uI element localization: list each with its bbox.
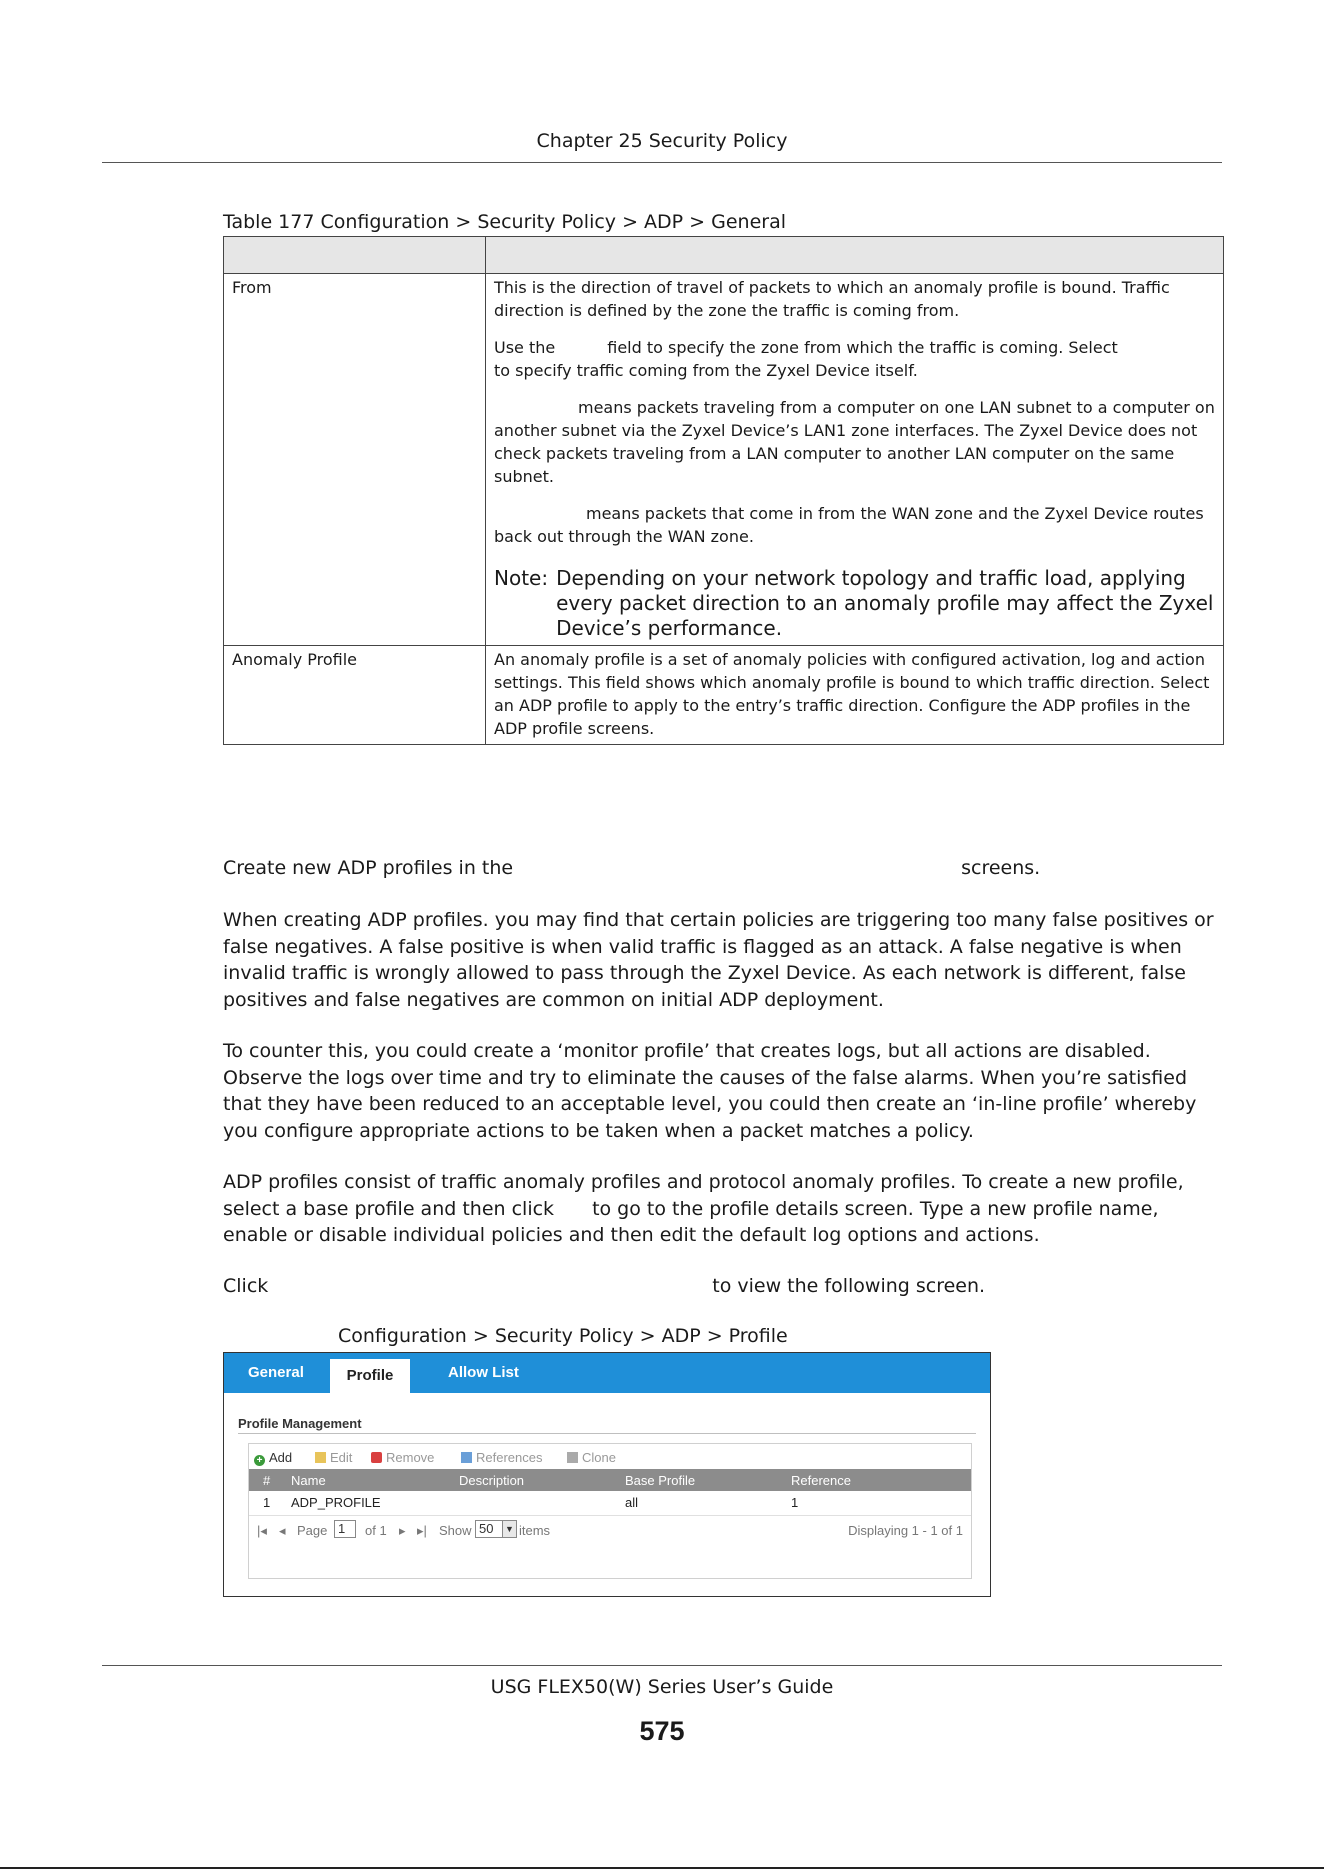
figure-caption: Configuration > Security Policy > ADP > Profile (338, 1325, 788, 1347)
first-page-icon[interactable]: |◂ (257, 1523, 267, 1538)
edit-label: Edit (330, 1450, 353, 1465)
chapter-header: Chapter 25 Security Policy (536, 130, 788, 152)
table-row (224, 646, 1224, 745)
page-bottom-rule (0, 1867, 1324, 1869)
clone-button[interactable] (567, 1450, 616, 1465)
header-rule (102, 162, 1222, 163)
from-paragraph-2 (494, 336, 1215, 382)
row-label-from: From (224, 274, 486, 646)
chevron-down-icon: ▼ (503, 1520, 517, 1538)
clone-label: Clone (582, 1450, 616, 1465)
tab-allow-list[interactable]: Allow List (448, 1364, 519, 1381)
row-number: 1 (263, 1495, 271, 1510)
next-page-icon[interactable]: ▸ (399, 1523, 406, 1538)
guide-title: USG FLEX50(W) Series User’s Guide (490, 1676, 834, 1698)
row-description-anomaly-profile: An anomaly profile is a set of anomaly policies with configured activation, log and action settings. This field shows which anomaly profile is bound to which traffic direction. Select an ADP profile to apply to the entry’s traffic direction. Configure the ADP profiles in the ADP profile screens. (486, 646, 1224, 745)
page-label: Page (297, 1523, 328, 1538)
footer-rule (102, 1665, 1222, 1666)
references-icon (461, 1452, 472, 1463)
grid-pager (249, 1515, 971, 1544)
of-pages-label: of 1 (365, 1523, 387, 1538)
remove-button[interactable] (371, 1450, 434, 1465)
header-cell-label (224, 237, 486, 274)
profile-grid (248, 1443, 972, 1579)
from-p2-part-c: to specify traffic coming from the Zyxel Device itself. (494, 361, 918, 380)
body-paragraph-3: To counter this, you could create a ‘monitor profile’ that creates logs, but all actions are disabled. Observe the logs over time and try to eliminate the causes of the false alarms. When you’re satisfied that they have been reduced to an acceptable level, you could then create an ‘in-line profile’ whereby you configure appropriate actions to be taken when a packet matches a policy. (223, 1040, 1197, 1142)
row-name: ADP_PROFILE (291, 1495, 381, 1510)
from-p3-text: means packets traveling from a computer on one LAN subnet to a computer on another subnet via the Zyxel Device’s LAN1 zone interfaces. The Zyxel Device does not check packets traveling from a LAN computer to another LAN computer on the same subnet. (494, 398, 1215, 486)
body-p4-part-b: to go to the profile details screen. Type a new profile name, enable or disable individual policies and then edit the default log options and actions. (223, 1197, 1159, 1246)
from-p2-part-b: field to specify the zone from which the traffic is coming. Select (607, 338, 1118, 357)
performance-note (494, 566, 1215, 641)
section-title: Profile Management (238, 1416, 362, 1431)
grid-toolbar (249, 1444, 971, 1469)
displaying-status: Displaying 1 - 1 of 1 (848, 1523, 963, 1538)
table-caption: Table 177 Configuration > Security Policy > ADP > General (223, 211, 787, 233)
page-size-select[interactable]: 50 ▼ (475, 1520, 517, 1538)
body-paragraph-5 (223, 1273, 1228, 1300)
column-name[interactable]: Name (291, 1473, 326, 1488)
last-page-icon[interactable]: ▸| (417, 1523, 427, 1538)
body-p5-part-a: Click (223, 1275, 269, 1297)
table-header-row (224, 237, 1224, 274)
table-row[interactable] (249, 1491, 971, 1515)
body-p1-part-b: screens. (961, 857, 1041, 879)
edit-button[interactable] (315, 1450, 352, 1465)
header-cell-description (486, 237, 1224, 274)
note-label: Note: (494, 566, 549, 590)
column-reference[interactable]: Reference (791, 1473, 851, 1488)
adp-profile-screenshot (223, 1352, 991, 1597)
column-base-profile[interactable]: Base Profile (625, 1473, 696, 1488)
from-paragraph-4 (494, 502, 1215, 548)
tab-bar (224, 1353, 990, 1393)
clone-icon (567, 1452, 578, 1463)
grid-header (249, 1469, 971, 1491)
column-number[interactable]: # (263, 1473, 271, 1488)
show-label: Show (439, 1523, 472, 1538)
section-divider (238, 1433, 976, 1434)
body-p4-part-a: ADP profiles consist of traffic anomaly profiles and protocol anomaly profiles. To create a new profile, select a base profile and then click (223, 1171, 1184, 1220)
from-p2-part-a: Use the (494, 338, 556, 357)
note-text: Depending on your network topology and traffic load, applying every packet direction to an anomaly profile may affect the Zyxel Device’s performance. (556, 566, 1214, 640)
body-paragraph-2: When creating ADP profiles. you may find that certain policies are triggering too many false positives or false negatives. A false positive is when valid traffic is flagged as an attack. A false negative is when invalid traffic is wrongly allowed to pass through the Zyxel Device. As each network is different, false positives and false negatives are common on initial ADP deployment. (223, 909, 1214, 1011)
body-p1-part-a: Create new ADP profiles in the (223, 857, 514, 879)
from-p4-text: means packets that come in from the WAN zone and the Zyxel Device routes back out through the WAN zone. (494, 504, 1204, 546)
row-description-from (486, 274, 1224, 646)
from-paragraph-1: This is the direction of travel of packets to which an anomaly profile is bound. Traffic direction is defined by the zone the traffic is coming from. (494, 278, 1170, 320)
page-number: 575 (639, 1716, 685, 1746)
row-label-anomaly-profile: Anomaly Profile (224, 646, 486, 745)
row-reference: 1 (791, 1495, 799, 1510)
references-button[interactable] (461, 1450, 542, 1465)
field-description-table (223, 236, 1224, 745)
remove-icon (371, 1452, 382, 1463)
tab-profile[interactable]: Profile (330, 1359, 410, 1393)
tab-general[interactable]: General (248, 1364, 304, 1381)
prev-page-icon[interactable]: ◂ (279, 1523, 286, 1538)
from-paragraph-3 (494, 396, 1215, 488)
row-base-profile: all (625, 1495, 639, 1510)
body-p5-part-b: to view the following screen. (712, 1275, 986, 1297)
references-label: References (476, 1450, 543, 1465)
add-icon: + (254, 1455, 265, 1466)
column-description[interactable]: Description (459, 1473, 525, 1488)
body-paragraph-4 (223, 1169, 1228, 1249)
add-button[interactable] (254, 1450, 292, 1466)
items-label: items (519, 1523, 551, 1538)
page-input[interactable]: 1 (334, 1520, 356, 1538)
remove-label: Remove (386, 1450, 435, 1465)
body-paragraph-1 (223, 855, 1228, 882)
table-row (224, 274, 1224, 646)
add-label: Add (269, 1450, 293, 1465)
edit-icon (315, 1452, 326, 1463)
